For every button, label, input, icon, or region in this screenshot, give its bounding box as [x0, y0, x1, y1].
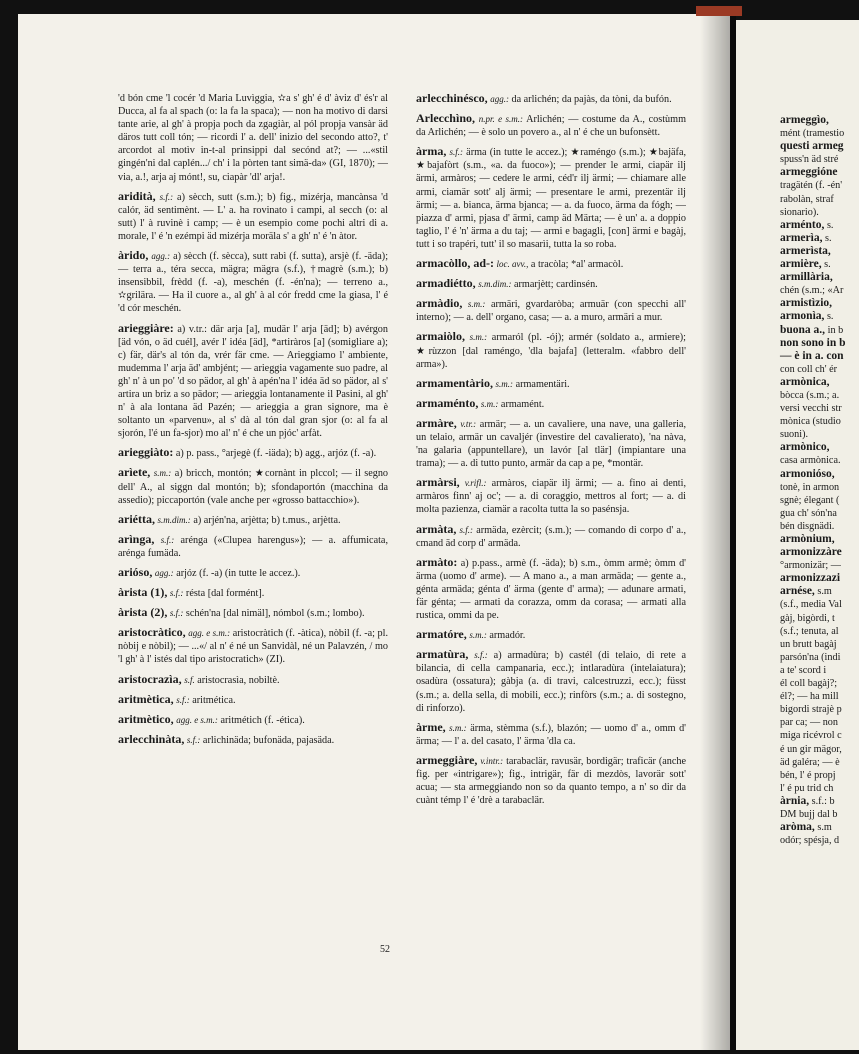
entry-definition: armamentäri.	[515, 378, 570, 390]
entry-grammar: agg. e s.m.:	[188, 628, 231, 639]
dictionary-entry	[416, 628, 686, 642]
right-entry-line	[780, 114, 859, 127]
entry-headword: armàto:	[416, 554, 458, 569]
dictionary-entry	[416, 112, 686, 139]
entry-text: con coll ch' ér	[780, 363, 837, 375]
entry-grammar: agg.:	[151, 251, 171, 262]
entry-grammar: s.m.:	[449, 722, 467, 733]
entry-text: in b	[827, 324, 844, 336]
entry-headword: armàdio,	[416, 296, 463, 311]
entry-definition: a) sècch (f. sècca), sutt rabì (f. sutta), arsjè (f. -äda); — terra a., téra secca, mägra; mägra (s.f.), †magrè (s.m.); b) insensibbil, frèdd (f. -a), meschén (f. -én'na); — terreno a., ✫grilära. — Ha il cuore a., al gh' à al cór fredd cme la giasa, l' é 'd cór meschén.	[118, 251, 389, 315]
entry-text: bigordi strajè p	[780, 704, 842, 716]
entry-headword: arlecchinàta,	[118, 731, 185, 746]
entry-headword: arlecchinésco,	[416, 91, 488, 105]
entry-headword: aritmètica,	[118, 691, 174, 706]
entry-headword: armistìzio,	[780, 297, 833, 310]
entry-headword: armeggióne	[780, 166, 838, 179]
entry-headword: arieggiàre:	[118, 320, 174, 335]
entry-text: s.	[825, 232, 832, 244]
entry-headword: buona a.,	[780, 323, 826, 336]
right-entry-line	[780, 520, 859, 533]
right-entry-line	[780, 716, 859, 729]
entry-definition: aristocrasìa, nobiltè.	[197, 674, 280, 686]
entry-headword: aristocràtico,	[118, 625, 186, 640]
entry-grammar: s.m.:	[467, 299, 486, 310]
right-entry-line	[780, 690, 859, 703]
right-entry-line	[780, 468, 859, 481]
entry-headword: armamentàrio,	[416, 375, 493, 390]
entry-grammar: agg.:	[490, 94, 509, 104]
entry-headword: aridità,	[118, 188, 156, 203]
entry-text: suoni).	[780, 429, 809, 441]
entry-headword: armònica,	[780, 375, 830, 388]
entry-definition: armär; — a. un cavaliere, una nave, una galleria, un telaio, armär un cavaljér (investire del cavalierato), 'na nàva, 'na galarìa (appuntellare), un lavór [al tlär] (impiantare una trama); — a. di tutto punto, armär da cap a pe, *montär.	[416, 418, 686, 470]
entry-text: un brutt bagàj	[780, 638, 837, 650]
entry-definition: arlichinäda; bufonäda, pajasäda.	[202, 734, 335, 746]
right-entry-line	[780, 533, 859, 546]
right-entry-line	[780, 585, 859, 598]
entry-text: mént (tramestio	[780, 128, 845, 140]
entry-text: tragätén (f. -én'	[780, 180, 843, 192]
entry-grammar: s.f.:	[160, 534, 175, 545]
entry-headword: arnése,	[780, 585, 815, 598]
right-entry-line	[780, 598, 859, 611]
entry-text: par ca; — non	[780, 717, 838, 729]
right-entry-line	[780, 821, 859, 834]
dictionary-entry	[118, 92, 388, 184]
dictionary-entry	[416, 648, 686, 714]
entry-text: gàj, bigòrdi, t	[780, 612, 835, 624]
right-entry-line	[780, 179, 859, 192]
entry-headword: Arlecchìno,	[416, 111, 475, 126]
entry-text: chén (s.m.; «Ar	[780, 285, 844, 297]
entry-headword: armillària,	[780, 271, 833, 284]
entry-definition: a) arjén'na, arjètta; b) t.mus., arjètta.	[193, 514, 341, 526]
entry-grammar: s.f.:	[186, 734, 201, 745]
dictionary-entry	[416, 754, 686, 807]
right-entry-line	[780, 337, 859, 350]
right-entry-line	[780, 153, 859, 166]
entry-text: é un gir mägor,	[780, 743, 842, 755]
dictionary-entry	[118, 533, 388, 560]
entry-text: versi vecchi str	[780, 403, 842, 415]
right-entry-line	[780, 507, 859, 520]
right-entry-line	[780, 245, 859, 258]
entry-text: sionario).	[780, 206, 819, 218]
entry-headword: arìnga,	[118, 531, 155, 546]
dictionary-entry	[416, 145, 686, 251]
right-entry-line	[780, 127, 859, 140]
entry-definition: 'd bón cme 'l cocér 'd Maria Luvìggia, ✫a s' gh' é d' àviz d' és'r al Ducca, al fa al spach (o: la fa la spaca); — non ha motivo di darsi tante arie, al gh' à propja poch da zgagiàr, al pól propja vansàr äd däros tutt coll tón; — ricordi l' a. dell' inizio del secondo atto?, t' arcordot al motìv in-t-al prinsippi dal secónd at?; — ...«stil gingén'ni dal caplén.../ ch' i la pòrten tant simä-da» (GI, 1870); — via, a.!, arja aj mónt!, su, ciapàr 'dl' arja!.	[118, 93, 388, 183]
right-entry-line	[780, 219, 859, 232]
entry-grammar: s.f.:	[169, 588, 184, 599]
entry-grammar: s.f.:	[474, 650, 488, 661]
entry-headword: armeggìo,	[780, 114, 829, 126]
right-entry-line	[780, 350, 859, 363]
entry-headword: — è in a. con	[780, 349, 844, 362]
dictionary-entry	[118, 626, 388, 666]
entry-definition: aritmétich (f. -ética).	[220, 714, 305, 726]
right-entry-line	[780, 546, 859, 559]
entry-grammar: s.m.:	[469, 630, 487, 641]
entry-headword: armadiétto,	[416, 276, 476, 291]
entry-grammar: v.tr.:	[460, 418, 477, 429]
entry-definition: résta [dal formént].	[185, 588, 265, 600]
dictionary-entry	[118, 713, 388, 727]
entry-grammar: s.m.:	[153, 468, 172, 479]
entry-headword: armàrsi,	[416, 475, 460, 490]
entry-text: DM bujj dal b	[780, 808, 838, 820]
entry-definition: armaról (pl. -ój); armér (soldato a., armiere); ★rùzzon [dal raméngo, 'dla bajafa] (letteralm. «fabbro dell' arma»).	[416, 332, 687, 370]
entry-headword: armaménto,	[416, 395, 479, 410]
entry-headword: armònium,	[780, 533, 835, 545]
entry-definition: da arlichén; da pajàs, da tòni, da bufón.	[511, 94, 672, 105]
right-entry-line	[780, 140, 859, 153]
dictionary-entry	[118, 586, 388, 600]
right-entry-line	[780, 769, 859, 782]
entry-headword: armonizzàre	[780, 546, 842, 559]
dictionary-entry	[416, 377, 686, 391]
entry-definition: aritmética.	[192, 694, 236, 706]
entry-text: él coll bagàj?;	[780, 678, 838, 690]
entry-headword: armonìa,	[780, 310, 825, 323]
entry-grammar: v.intr.:	[480, 755, 504, 766]
entry-definition: a) sècch, sutt (s.m.); b) fig., mizérja, mancànsa 'd calór, äd sentimènt. — L' a. ha rovinato i campi, al secch (o: al sutt) l' à ruvinè i camp; — è un esempio come pochi altri di a. morale, l' é 'n ezémpi äd mizérja moräla s' a gh' n' é 'n àtor.	[118, 191, 389, 242]
entry-grammar: s.f.:	[159, 191, 174, 202]
entry-grammar: n.pr. e s.m.:	[478, 114, 523, 125]
entry-text: sgnè; élegant (	[780, 494, 840, 506]
entry-headword: armonióso,	[780, 467, 835, 480]
entry-grammar: s.f.:	[449, 147, 463, 158]
dictionary-entry	[118, 673, 388, 687]
entry-text: parsón'na (indi	[780, 651, 841, 663]
right-entry-line	[780, 481, 859, 494]
entry-headword: àrme,	[416, 719, 446, 734]
right-entry-line	[780, 743, 859, 756]
entry-text: s.	[824, 259, 831, 271]
entry-headword: armàre,	[416, 415, 457, 430]
entry-headword: armière,	[780, 258, 822, 271]
entry-text: bén, l' é propj	[780, 769, 836, 781]
entry-text: bén disgnädi.	[780, 520, 835, 532]
entry-headword: arióso,	[118, 565, 153, 579]
dictionary-entry	[118, 693, 388, 707]
entry-definition: ärma, stèmma (s.f.), blazón; — uomo d' a., omm d' ärma; — l' a. del casato, l' ärma 'dla ca.	[416, 722, 686, 747]
entry-headword: armatóre,	[416, 627, 467, 642]
entry-definition: armadór.	[489, 630, 526, 642]
entry-text: s.m	[817, 822, 832, 834]
right-entry-line	[780, 677, 859, 690]
right-entry-line	[780, 310, 859, 323]
entry-headword: àrma,	[416, 144, 447, 159]
dictionary-entry	[118, 733, 388, 747]
entry-text: s.	[826, 219, 834, 231]
right-entry-line	[780, 625, 859, 638]
right-entry-line	[780, 206, 859, 219]
entry-definition: a tracòla; *al' armacòl.	[530, 259, 624, 271]
entry-text: a te' scord i	[780, 664, 827, 676]
entry-grammar: s.f.	[184, 674, 195, 685]
right-entry-line	[780, 612, 859, 625]
entry-grammar: s.f.:	[176, 694, 190, 705]
entry-text: casa armònica.	[780, 455, 841, 467]
entry-definition: armäda, ezèrcit; (s.m.); — comando di corpo d' a., cmand äd corp d' armäda.	[416, 524, 686, 549]
entry-headword: arménto,	[780, 218, 825, 231]
entry-definition: aristocràtich (f. -àtica), nòbil (f. -a; pl. nòbij e nòbil); — ...«/ al n' é né un Sanvidàl, né un Palavzén, / mo 'l gh' à l' istés dal tipo aristocratich» (ZI).	[118, 628, 389, 666]
entry-definition: ärma (in tutte le accez.); ★raméngo (s.m.); ★bajäfa, ★bajafòrt (s.m., «a. da fuoco»); — prender le armi, ciapär ilj ärmi, armàros; — cedere le armi, céd'r ilj ärmi; — chiamare alle armi, ciamär sott' alj ärmi; — presentare le armi, prezentär ilj ärmi; — a. bianca, ärma bjanca; — a. da fuoco, ärma da fógh; — piazza d' armi, pjasa d' ärmi, camp äd Märta; — è un' a. a doppio taglio, l' é 'n' ärma a du taj; — armi e bagagli, [con] ärmi e bagàj, tutt i so trapéri, tutt' il so masarìi, tutta la so roba.	[416, 147, 687, 250]
right-column	[736, 114, 859, 847]
entry-headword: non sono in b	[780, 336, 846, 349]
entry-headword: arieggiàto:	[118, 445, 174, 460]
right-entry-line	[780, 271, 859, 284]
entry-headword: àrista (2),	[118, 605, 168, 620]
right-page	[736, 20, 859, 1050]
right-entry-line	[780, 363, 859, 376]
entry-text: bòcca (s.m.; a.	[780, 389, 840, 401]
dictionary-entry	[416, 397, 686, 411]
right-entry-line	[780, 441, 859, 454]
entry-text: °armonizär; —	[780, 560, 841, 572]
entry-text: tonè, in armon	[780, 481, 840, 493]
right-entry-line	[780, 193, 859, 206]
entry-headword: àrnia,	[780, 794, 810, 807]
entry-text: s.m	[817, 586, 832, 598]
right-entry-line	[780, 258, 859, 271]
entry-grammar: s.m.:	[480, 398, 499, 409]
entry-grammar: s.m.dim.:	[478, 279, 512, 290]
entry-text: s.f.: b	[811, 795, 835, 807]
entry-grammar: s.m.:	[469, 332, 488, 343]
dictionary-entry	[416, 476, 686, 516]
right-entry-line	[780, 795, 859, 808]
entry-text: (s.f., media Val	[780, 599, 842, 611]
right-entry-line	[780, 415, 859, 428]
dictionary-entry	[416, 257, 686, 271]
dictionary-entry	[416, 277, 686, 291]
entry-grammar: s.m.:	[495, 378, 514, 389]
entry-headword: armònico,	[780, 441, 830, 454]
entry-definition: armarjètt; cardinsén.	[514, 279, 598, 291]
entry-definition: arjóz (f. -a) (in tutte le accez.).	[176, 568, 301, 579]
entry-headword: questi armeg	[780, 140, 844, 153]
dictionary-entry	[118, 513, 388, 527]
entry-headword: ariétta,	[118, 511, 155, 526]
entry-text: miga ricévrol c	[780, 730, 842, 742]
right-entry-line	[780, 402, 859, 415]
dictionary-entry	[416, 92, 686, 106]
entry-headword: armacòllo, ad-:	[416, 256, 494, 271]
right-entry-line	[780, 324, 859, 337]
dictionary-entry	[118, 446, 388, 460]
entry-grammar: loc. avv.,	[496, 259, 529, 270]
entry-text: gua ch' són'na	[780, 507, 837, 519]
entry-text: spuss'n äd stré	[780, 154, 839, 166]
entry-text: l' é pu trid ch	[780, 782, 834, 794]
entry-definition: schén'na [dal nimäl], nómbol (s.m.; lombo).	[185, 608, 365, 620]
entry-headword: àrido,	[118, 248, 149, 263]
entry-text: mònica (studio	[780, 416, 841, 428]
dictionary-entry	[416, 721, 686, 748]
entry-headword: armaiòlo,	[416, 329, 465, 344]
entry-grammar: agg. e s.m.:	[176, 714, 218, 725]
right-entry-line	[780, 454, 859, 467]
right-entry-line	[780, 834, 859, 847]
entry-text: odór; spésja, d	[780, 835, 840, 847]
right-entry-line	[780, 664, 859, 677]
entry-text: rabolàn, straf	[780, 193, 834, 205]
dictionary-entry	[416, 330, 686, 370]
right-entry-line	[780, 703, 859, 716]
right-entry-line	[780, 428, 859, 441]
right-entry-line	[780, 559, 859, 572]
bookmark-ribbon	[696, 6, 742, 16]
entry-definition: armàros, ciapär ilj ärmi; — a. fino ai denti, armàros finn' aj oc'; — a. di coraggio, mettros al fort; — a. di molta pazienza, ciamär a racolta tutta la so pasénsja.	[416, 478, 687, 516]
left-column	[118, 92, 388, 753]
right-entry-line	[780, 284, 859, 297]
entry-definition: arénga («Clupea harengus»); — a. affumicata, arénga fumäda.	[118, 534, 388, 559]
entry-definition: a) armadùra; b) castél (di telaio, di rete a bilancia, di cella campanaria, ecc.); intlaradùra (intelaiatura); osadùra (ossatura); gàbja (a. di travi, calcestruzzi, ecc.); füsst (s.m.; a. della sella, di mobili, ecc.); rinfòrs (s.m.; a. di sostegno, di rinforzo).	[416, 650, 687, 714]
middle-column	[416, 92, 686, 813]
right-entry-line	[780, 166, 859, 179]
entry-headword: armerìa,	[780, 231, 823, 244]
right-entry-line	[780, 572, 859, 585]
dictionary-entry	[118, 466, 388, 506]
entry-headword: armàta,	[416, 521, 457, 536]
dictionary-entry	[416, 297, 686, 324]
entry-definition: a) p. pass., °arjegè (f. -iäda); b) agg., arjóz (f. -a).	[175, 448, 377, 460]
entry-grammar: s.f.:	[459, 524, 474, 535]
entry-headword: arìete,	[118, 465, 151, 480]
entry-definition: a) bricch, montón; ★cornànt in plccol; — il segno dell' A., al siggn dal montón; b); sfondaportón (macchina da assedio); piccaportón (vale anche per «grosso battacchio»).	[118, 468, 389, 506]
right-entry-line	[780, 297, 859, 310]
right-entry-line	[780, 389, 859, 402]
entry-headword: aritmètico,	[118, 711, 174, 726]
dictionary-entry	[118, 190, 388, 243]
dictionary-entry	[118, 606, 388, 620]
right-entry-line	[780, 232, 859, 245]
entry-text: (s.f.; tenuta, al	[780, 625, 839, 637]
entry-definition: armamént.	[500, 398, 545, 410]
entry-definition: a) v.tr.: där arja [a], mudär l' arja [äd]; b) avérgon [äd vón, o äd cuél], avér l' idéa [äd], *artiràros [a] (somigliare a); c) fär, där's al tón da, vrér fär cme. — Arieggiamo l' ambiente, mudemma l' arja äd' ambjént; — arieggia vagamente suo padre, al gh' n' à un po' 'd so pädor, al gh' à apén'na l' idéa äd so pädor, al s' artira un briz a so pädor; — arieggia lontanamente il Pasini, al gh' n' à ala lontana äd Pazén; — arieggia a gran signore, ma è soltanto un «parvenu», al s' dà al tón dal gran sjor (o: al fa al sjorón, l'é un fa-sjor) mo al' n' é che un pjóc' arfàt.	[118, 323, 388, 440]
dictionary-entry	[416, 417, 686, 470]
dictionary-entry	[118, 322, 388, 441]
page-number: 52	[380, 944, 390, 955]
dictionary-entry	[416, 523, 686, 550]
entry-headword: armonizzazi	[780, 572, 841, 585]
dictionary-entry	[118, 566, 388, 580]
dictionary-entry	[118, 249, 388, 315]
right-entry-line	[780, 651, 859, 664]
right-entry-line	[780, 729, 859, 742]
entry-grammar: agg.:	[154, 568, 174, 578]
entry-text: él?; — ha mill	[780, 691, 839, 703]
entry-grammar: v.rifl.:	[464, 478, 487, 489]
entry-definition: Arlichén; — costume da A., costùmm da Arlichén; — è solo un povero a., al n' é che un bufonsètt.	[416, 114, 686, 139]
right-entry-line	[780, 782, 859, 795]
entry-headword: armatùra,	[416, 647, 469, 662]
gutter-shadow	[700, 14, 736, 1050]
entry-grammar: s.m.dim.:	[157, 514, 191, 525]
right-entry-line	[780, 376, 859, 389]
entry-headword: aròma,	[780, 821, 815, 834]
entry-headword: àrista (1),	[118, 585, 168, 600]
entry-headword: armerìsta,	[780, 244, 831, 257]
right-entry-line	[780, 494, 859, 507]
right-entry-line	[780, 638, 859, 651]
dictionary-entry	[416, 556, 686, 622]
entry-headword: aristocrazìa,	[118, 671, 182, 686]
entry-definition: tarabaclär, ravusär, bordigär; traficär (anche fig. per «intrigare»); fig., intrigär, fär di mezdòs, lavorär sott' acua; — sta armeggiando non so da quanto tempo, a n' so dir da cuànt témp l' é 'drè a tarabaclär.	[416, 755, 686, 807]
entry-text: s.	[826, 311, 834, 323]
entry-definition: a) p.pass., armè (f. -äda); b) s.m., òmm armè; òmm d' ärma (uomo d' arme). — A mano a., a man armäda; — gente a., génta armäda; génta d' ärma (gente d' arma); — adunare armati, fär génta; — armati da corazza, omm da corasa; — armati alla rustica, ommi da pe.	[416, 557, 686, 622]
entry-definition: armäri, gvardaròba; armuär (con specchi all' interno); — a. dell' organo, casa; — a. a muro, armäri a mur.	[416, 299, 687, 324]
entry-headword: armeggiàre,	[416, 752, 478, 767]
right-entry-line	[780, 808, 859, 821]
entry-text: äd galéra; — è	[780, 756, 840, 768]
entry-grammar: s.f.:	[169, 608, 184, 619]
right-entry-line	[780, 756, 859, 769]
